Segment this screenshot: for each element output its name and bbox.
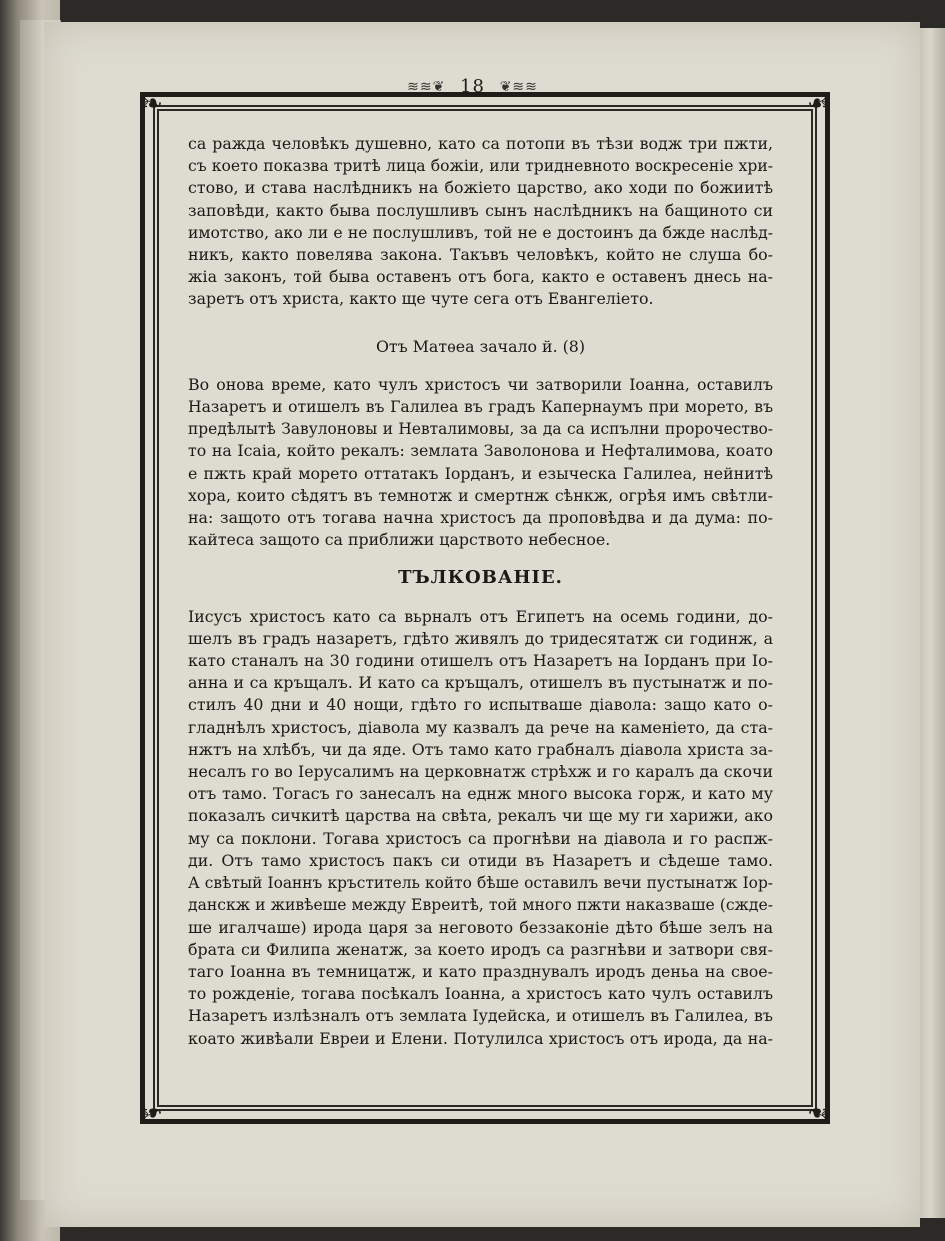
text-line: на: защото отъ тогава начна христосъ да проповѣдва и да дума: по-: [188, 508, 773, 528]
text-line: таго Іоанна въ темницатж, и като празднувалъ иродъ деньа на свое-: [188, 961, 773, 981]
text-line: хора, които сѣдятъ въ темнотж и смертнж сѣнкж, огрѣя имъ свѣтли-: [188, 485, 773, 505]
text-line: нжтъ на хлѣбъ, чи да яде. Отъ тамо като грабналъ діавола христа за-: [188, 739, 773, 759]
text-line: съ което показва тритѣ лица божіи, или тридневното воскресеніе хри-: [188, 157, 773, 176]
gospel-paragraph: [188, 374, 773, 552]
text-line: стилъ 40 дни и 40 нощи, гдѣто го испытваше діавола: защо като о-: [188, 695, 773, 715]
page-text: [188, 133, 773, 1050]
text-line: гладнѣлъ христосъ, діавола му казвалъ да рече на каменіето, да ста-: [188, 717, 773, 737]
text-line: като станалъ на 30 години отишелъ отъ Назаретъ на Іорданъ при Іо-: [188, 651, 773, 671]
text-line: имотство, ако ли е не послушливъ, той не е достоинъ да бжде наслѣд-: [188, 223, 773, 242]
text-line: несалъ го во Іерусалимъ на церковнатж стрѣхж и го каралъ да скочи: [188, 762, 773, 782]
commentary-paragraph: [188, 606, 773, 1050]
text-line: заповѣди, както бывa послушливъ сынъ наслѣдникъ на бащиното си: [188, 200, 773, 220]
text-line: му са поклони. Тогава христосъ са прогнѣви на діавола и го распж-: [188, 828, 773, 848]
text-line: брата си Филипа женатж, за което иродъ са разгнѣви и затвори свя-: [188, 939, 773, 959]
corner-ornament-icon: ❧: [807, 1097, 829, 1127]
text-line: коато живѣали Евреи и Елени. Потулилса христосъ отъ ирода, да на-: [188, 1028, 773, 1048]
text-line: Во онова време, като чулъ христосъ чи затворили Іоанна, оставилъ: [188, 374, 773, 394]
text-line: жіа законъ, той бывa оставенъ отъ бога, както е оставенъ днесь на-: [188, 267, 773, 287]
text-line: заретъ отъ христа, както ще чуте сега отъ Евангеліето.: [188, 289, 654, 309]
text-line: данскж и живѣеше между Евреитѣ, той много пжти наказваше (сжде-: [188, 896, 773, 915]
text-line: А свѣтый Іоаннъ кръститель който бѣше оставилъ вечи пустынатж Іор-: [188, 874, 773, 893]
text-line: ше игалчаше) ирода царя за неговото беззаконіе дѣто бѣше зелъ на: [188, 917, 773, 937]
intro-paragraph: [188, 133, 773, 311]
text-line: отъ тамо. Тогасъ го занесалъ на еднж много высока горж, и като му: [188, 784, 773, 804]
text-line: ди. Отъ тамо христосъ пакъ си отиди въ Назаретъ и сѣдеше тамо.: [188, 850, 773, 870]
text-line: шелъ въ градъ назаретъ, гдѣто живялъ до тридесятатж си годинж, а: [188, 628, 773, 648]
text-line: са ражда человѣкъ душевно, като са потопи въ тѣзи водж три пжти,: [188, 134, 773, 153]
corner-ornament-icon: ❧: [141, 1097, 163, 1127]
text-line: е пжть край морето оттатакъ Іорданъ, и езыческа Галилеа, нейнитѣ: [188, 463, 773, 483]
gospel-reading-heading: Отъ Матѳеа зачало й. (8): [375, 336, 586, 356]
text-line: предѣлытѣ Завулоновы и Невталимовы, за да са испълни пророчество-: [188, 420, 773, 439]
text-line: кайтеса защото са приближи царството небесное.: [188, 530, 611, 550]
text-line: никъ, както повелява закона. Такъвъ человѣкъ, който не слуша бо-: [188, 245, 773, 265]
left-ornament-icon: ≋≋❦: [407, 79, 446, 95]
page-number: 18: [460, 76, 485, 97]
text-line: Назаретъ излѣзналъ отъ землата Іудейска, и отишелъ въ Галилеа, въ: [188, 1006, 773, 1026]
text-line: Іисусъ христосъ като са вьрналъ отъ Египетъ на осемь години, до-: [188, 606, 773, 626]
commentary-heading: ТЪЛКОВАНІЕ.: [398, 567, 563, 589]
text-line: то на Ісаіа, който рекалъ: землата Заволонова и Нефталимова, коато: [188, 441, 773, 461]
text-line: стово, и става наслѣдникъ на божіето царство, ако ходи по божиитѣ: [188, 178, 773, 198]
right-page-edge: [920, 28, 945, 1218]
text-line: то рожденіе, тогава посѣкалъ Іоанна, а христосъ като чулъ оставилъ: [188, 984, 773, 1004]
right-ornament-icon: ❦≋≋: [499, 79, 538, 95]
text-line: анна и са кръщалъ. И като са кръщалъ, отишелъ въ пустынатж и по-: [188, 673, 773, 693]
corner-ornament-icon: ❧: [141, 89, 163, 119]
text-line: показалъ сичкитѣ царства на свѣта, рекалъ чи ще му ги харижи, ако: [188, 806, 773, 826]
corner-ornament-icon: ❧: [807, 89, 829, 119]
text-line: Назаретъ и отишелъ въ Галилеа въ градъ Капернаумъ при морето, въ: [188, 398, 773, 417]
